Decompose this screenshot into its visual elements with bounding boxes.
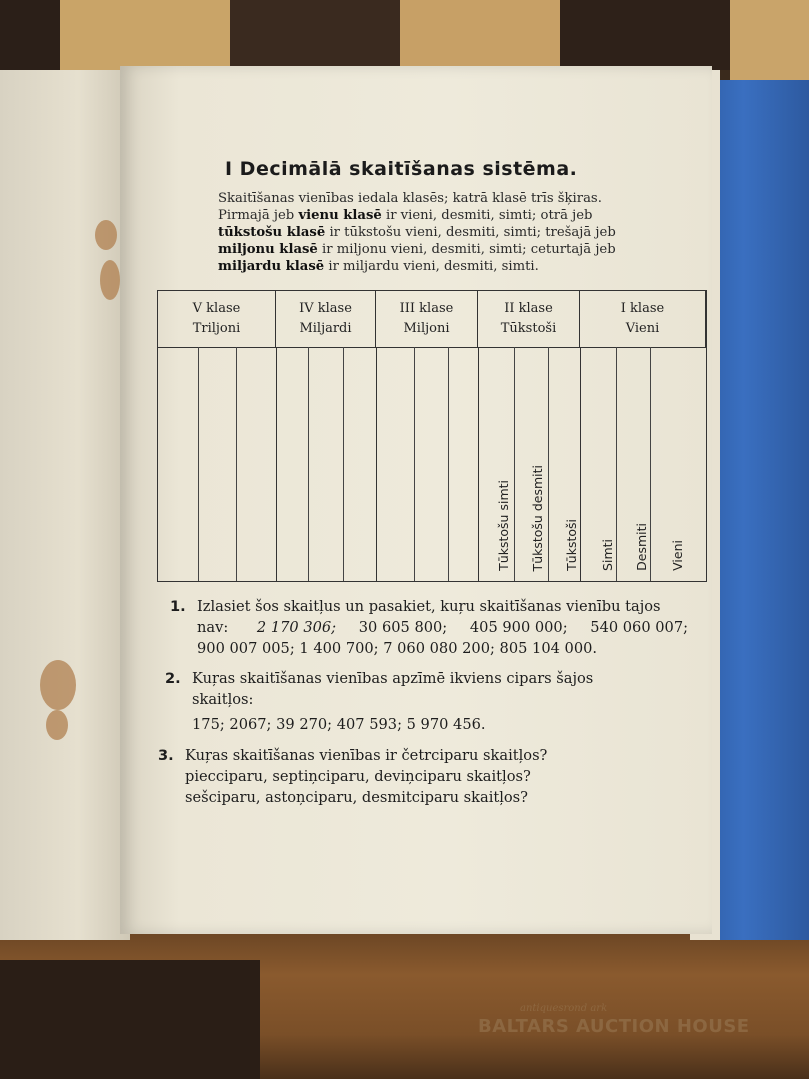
exercise-3 bbox=[158, 745, 678, 808]
column-line bbox=[198, 347, 199, 581]
board-square bbox=[230, 0, 400, 70]
exercise-numbers: 175; 2067; 39 270; 407 593; 5 970 456. bbox=[192, 716, 486, 733]
place-label: Desmiti bbox=[634, 523, 649, 571]
chapter-heading: I Decimālā skaitīšanas sistēma. bbox=[225, 158, 578, 180]
watermark-subtitle: antiquesrond ark bbox=[520, 1003, 608, 1014]
header-divider bbox=[158, 347, 706, 348]
exercise-text: Kuŗas skaitīšanas vienības ir četrciparu skaitļos? bbox=[185, 747, 548, 764]
place-label: Tūkstošu simti bbox=[496, 480, 511, 571]
class-header: V klase Triljoni bbox=[158, 291, 276, 347]
column-line bbox=[236, 347, 237, 581]
exercise-numbers: nav: 2 170 306; 30 605 800; 405 900 000; 540 060 007; bbox=[197, 619, 689, 636]
class-table bbox=[157, 290, 707, 582]
intro-line: Pirmajā jeb vienu klasē ir vieni, desmiti, simti; otrā jeb bbox=[218, 208, 593, 223]
column-line bbox=[308, 347, 309, 581]
left-page bbox=[0, 70, 130, 940]
class-header: I klase Vieni bbox=[580, 291, 706, 347]
column-line bbox=[478, 347, 479, 581]
stain bbox=[100, 260, 120, 300]
board-square bbox=[60, 0, 230, 70]
intro-paragraph bbox=[218, 190, 673, 275]
board-square bbox=[400, 0, 560, 70]
intro-line: Skaitīšanas vienības iedala klasēs; katrā klasē trīs šķiras. bbox=[218, 191, 602, 206]
board-square bbox=[0, 0, 60, 70]
column-line bbox=[414, 347, 415, 581]
place-label: Simti bbox=[600, 539, 615, 571]
column-line bbox=[376, 347, 377, 581]
watermark: BALTARS AUCTION HOUSE bbox=[478, 1016, 750, 1037]
exercise-text: sešciparu, astoņciparu, desmitciparu skaitļos? bbox=[185, 789, 528, 806]
column-line bbox=[343, 347, 344, 581]
intro-line: miljardu klasē ir miljardu vieni, desmiti, simti. bbox=[218, 259, 539, 274]
exercise-text: Kuŗas skaitīšanas vienības apzīmē ikviens cipars šajos bbox=[192, 670, 594, 687]
place-label: Tūkstošu desmiti bbox=[530, 464, 545, 571]
column-line bbox=[276, 347, 277, 581]
exercise-1 bbox=[170, 596, 715, 659]
exercise-text: skaitļos: bbox=[192, 691, 254, 708]
exercise-2 bbox=[165, 668, 720, 735]
place-label: Vieni bbox=[670, 540, 685, 571]
exercise-text: piecciparu, septiņciparu, deviņciparu skaitļos? bbox=[185, 768, 531, 785]
column-line bbox=[650, 347, 651, 581]
column-line bbox=[580, 347, 581, 581]
class-header: III klase Miljoni bbox=[376, 291, 478, 347]
place-label: Tūkstoši bbox=[564, 519, 579, 571]
intro-line: tūkstošu klasē ir tūkstošu vieni, desmiti, simti; trešajā jeb bbox=[218, 225, 616, 240]
stain bbox=[95, 220, 117, 250]
stain bbox=[40, 660, 76, 710]
board-square bbox=[560, 0, 730, 70]
exercise-number: 3. bbox=[158, 747, 174, 764]
exercise-number: 2. bbox=[165, 670, 181, 687]
class-header: IV klase Miljardi bbox=[276, 291, 376, 347]
column-line bbox=[448, 347, 449, 581]
stain bbox=[46, 710, 68, 740]
table-shadow bbox=[0, 960, 260, 1079]
column-line bbox=[548, 347, 549, 581]
column-line bbox=[514, 347, 515, 581]
intro-line: miljonu klasē ir miljonu vieni, desmiti, simti; ceturtajā jeb bbox=[218, 242, 616, 257]
exercise-number: 1. bbox=[170, 598, 186, 615]
exercise-numbers: 900 007 005; 1 400 700; 7 060 080 200; 805 104 000. bbox=[197, 640, 598, 657]
exercise-text: Izlasiet šos skaitļus un pasakiet, kuŗu skaitīšanas vienību tajos bbox=[197, 598, 661, 615]
class-header: II klase Tūkstoši bbox=[478, 291, 580, 347]
column-line bbox=[616, 347, 617, 581]
